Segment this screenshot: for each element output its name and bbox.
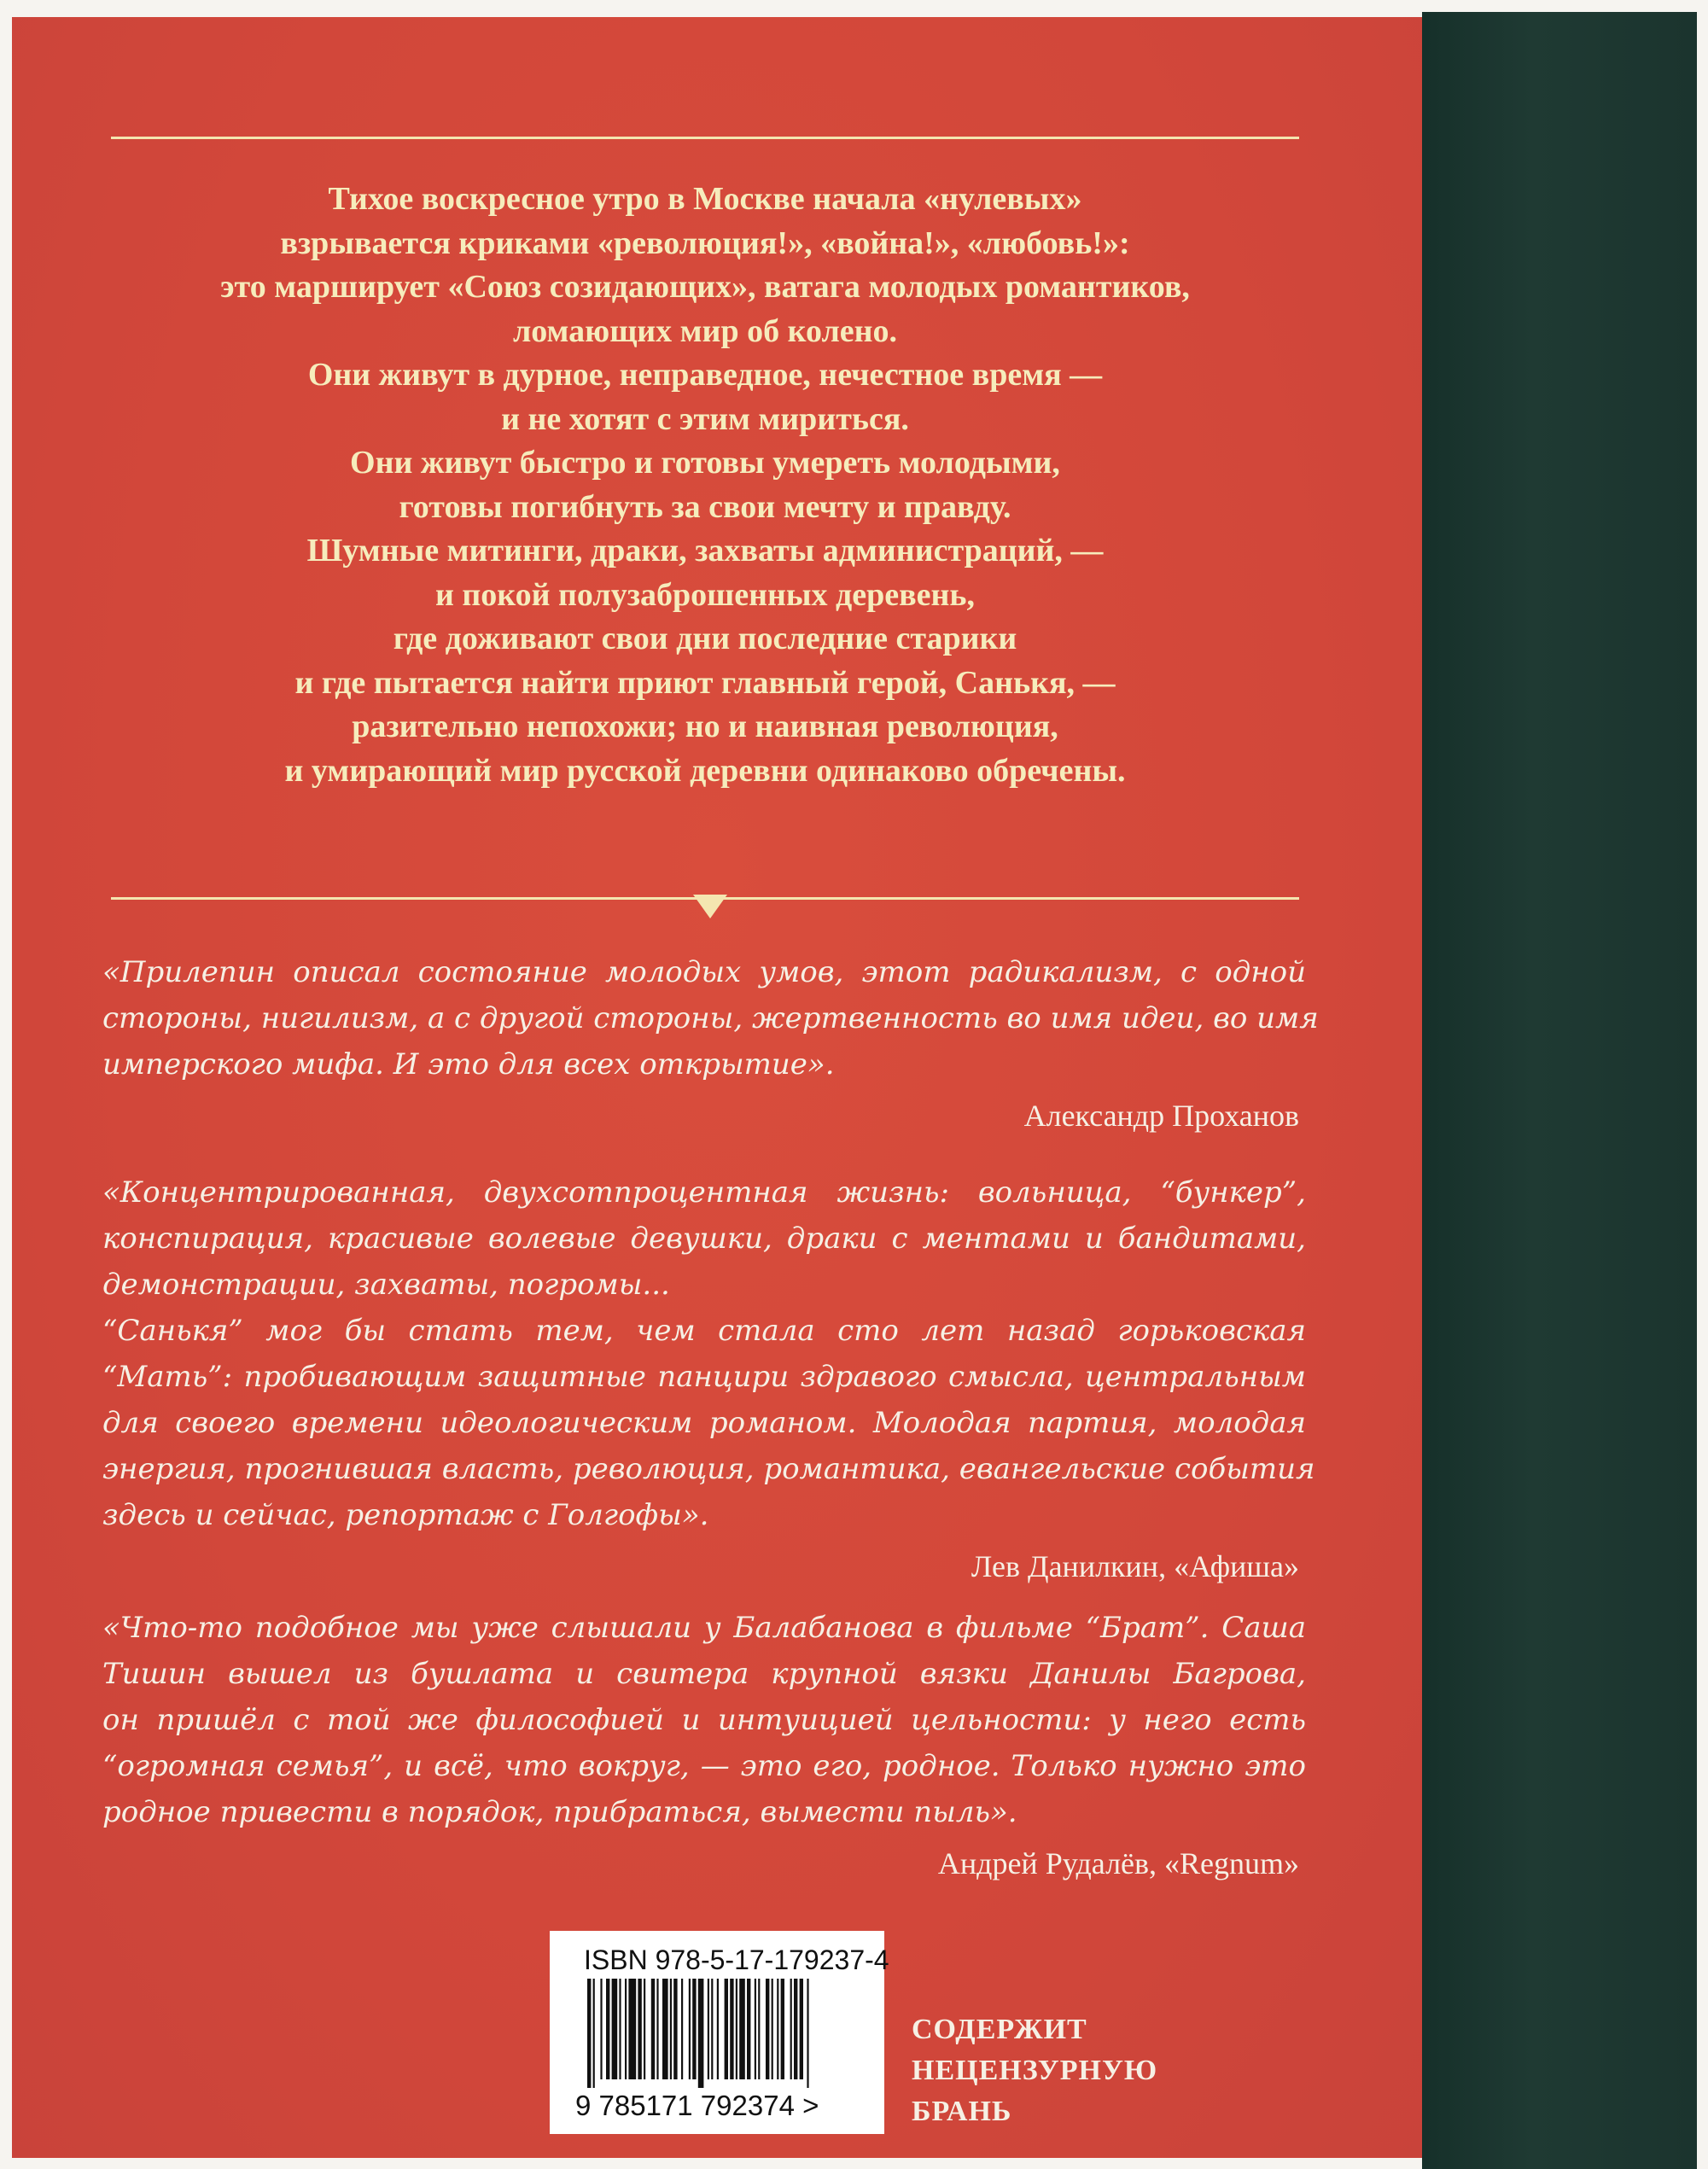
quote-line: родное привести в порядок, прибраться, вымести пыль».: [102, 1795, 1017, 1829]
quote-line: здесь и сейчас, репортаж с Голгофы».: [102, 1498, 709, 1532]
barcode-icon: [584, 1979, 866, 2088]
triangle-ornament-icon: [693, 895, 727, 918]
quote-line: «Что-то подобное мы уже слышали у Балабанова в фильме “Брат”. Саша: [102, 1611, 1306, 1645]
quote-author: Александр Проханов: [1023, 1099, 1299, 1133]
quote-line: «Концентрированная, двухсотпроцентная жизнь: вольница, “бункер”,: [102, 1175, 1306, 1210]
quote-author: Андрей Рудалёв, «Regnum»: [937, 1846, 1299, 1880]
quote-line: демонстрации, захваты, погромы...: [102, 1268, 670, 1302]
quote-line: энергия, прогнившая власть, революция, романтика, евангельские события: [102, 1452, 1315, 1486]
blurb-line: Они живут в дурное, неправедное, нечестное время —: [307, 357, 1103, 393]
barcode-digits: 9 785171 792374 >: [575, 2090, 819, 2121]
blurb-line: Они живут быстро и готовы умереть молодыми,: [350, 445, 1060, 481]
quote-line: он пришёл с той же философией и интуицией цельности: у него есть: [102, 1703, 1306, 1737]
blurb-line: ломающих мир об колено.: [512, 312, 898, 349]
isbn-barcode-label: [550, 1931, 889, 2134]
review-quote-prokhanov: [102, 949, 1319, 1139]
review-quote-danilkin: [102, 1169, 1315, 1589]
blurb-line: и где пытается найти приют главный герой, Санькя, —: [294, 664, 1116, 701]
blurb-line: и покой полузаброшенных деревень,: [434, 576, 976, 613]
warning-line: НЕЦЕНЗУРНУЮ: [912, 2055, 1158, 2086]
quote-line: Тишин вышел из бушлата и свитера крупной вязки Данилы Багрова,: [102, 1657, 1306, 1691]
quote-line: имперского мифа. И это для всех открытие».: [102, 1047, 835, 1082]
top-divider: [111, 137, 1299, 139]
content-warning: [912, 2009, 1157, 2132]
warning-line: СОДЕРЖИТ: [912, 2014, 1087, 2045]
quote-line: “Мать”: пробивающим защитные панцири здравого смысла, центральным: [102, 1360, 1306, 1394]
review-quote-rudalev: [102, 1605, 1306, 1886]
blurb-line: это марширует «Союз созидающих», ватага молодых романтиков,: [220, 269, 1190, 305]
blurb-line: где доживают свои дни последние старики: [393, 621, 1017, 656]
quote-line: стороны, нигилизм, а с другой стороны, жертвенность во имя идеи, во имя: [102, 1001, 1319, 1035]
blurb-line: взрывается криками «революция!», «война!», «любовь!»:: [280, 224, 1130, 261]
warning-line: БРАНЬ: [912, 2096, 1012, 2127]
annotation-blurb: [111, 178, 1299, 793]
quote-author: Лев Данилкин, «Афиша»: [971, 1549, 1299, 1583]
blurb-line: Шумные митинги, драки, захваты администраций, —: [306, 533, 1104, 568]
blurb-line: готовы погибнуть за свои мечту и правду.: [399, 488, 1011, 525]
blurb-line: разительно непохожи; но и наивная революция,: [352, 708, 1058, 744]
quote-line: конспирация, красивые волевые девушки, драки с ментами и бандитами,: [102, 1222, 1306, 1256]
blurb-line: и умирающий мир русской деревни одинаково обречены.: [284, 752, 1126, 789]
blurb-line: Тихое воскресное утро в Москве начала «нулевых»: [328, 181, 1082, 217]
isbn-number: ISBN 978-5-17-179237-4: [584, 1945, 889, 1975]
quote-line: «Прилепин описал состояние молодых умов, этот радикализм, с одной: [102, 955, 1306, 989]
quote-line: “Санькя” мог бы стать тем, чем стала сто лет назад горьковская: [102, 1314, 1306, 1348]
quote-line: “огромная семья”, и всё, что вокруг, — это его, родное. Только нужно это: [102, 1749, 1306, 1783]
quote-line: для своего времени идеологическим романом. Молодая партия, молодая: [102, 1406, 1306, 1440]
blurb-line: и не хотят с этим мириться.: [501, 400, 909, 437]
book-spine: [1422, 12, 1697, 2169]
